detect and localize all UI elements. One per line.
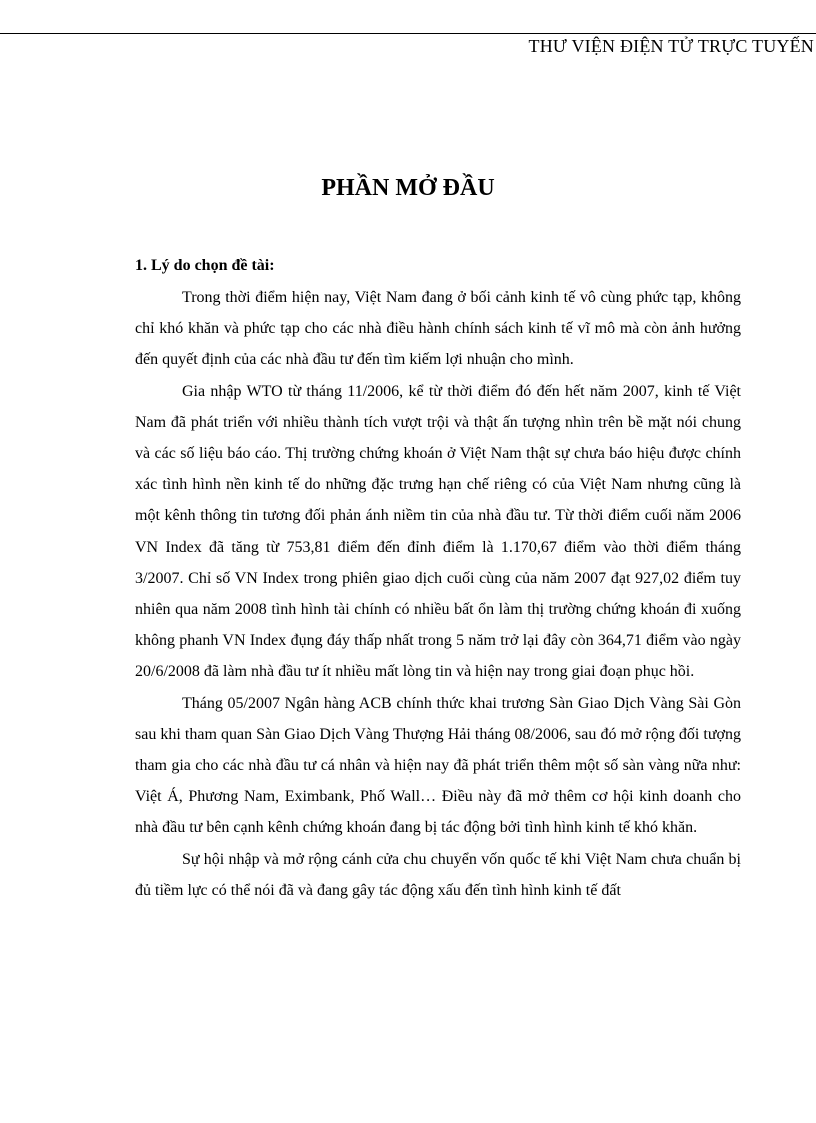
page-title: PHẦN MỞ ĐẦU [321,175,495,201]
paragraph-4: Sự hội nhập và mở rộng cánh cửa chu chuyển vốn quốc tế khi Việt Nam chưa chuẩn bị đủ tiềm lực có thể nói đã và đang gây tác động xấu đến tình hình kinh tế đất [135,850,741,899]
document-body [135,255,741,906]
paragraph-1: Trong thời điểm hiện nay, Việt Nam đang ở bối cảnh kinh tế vô cùng phức tạp, không chỉ khó khăn và phức tạp cho các nhà điều hành chính sách kinh tế vĩ mô mà còn ảnh hưởng đến quyết định của các nhà đầu tư đến tìm kiếm lợi nhuận cho mình. [135,289,741,369]
paragraph-3: Tháng 05/2007 Ngân hàng ACB chính thức khai trương Sàn Giao Dịch Vàng Sài Gòn sau khi tham quan Sàn Giao Dịch Vàng Thượng Hải tháng 08/2006, sau đó mở rộng đối tượng tham gia cho các nhà đầu tư cá nhân và hiện nay đã phát triển thêm một số sàn vàng nữa như: Việt Á, Phương Nam, Eximbank, Phố Wall… Điều này đã mở thêm cơ hội kinh doanh cho nhà đầu tư bên cạnh kênh chứng khoán đang bị tác động bởi tình hình kinh tế khó khăn. [135,694,741,837]
running-header: THƯ VIỆN ĐIỆN TỬ TRỰC TUYẾN [528,36,814,56]
paragraph-2: Gia nhập WTO từ tháng 11/2006, kể từ thời điểm đó đến hết năm 2007, kinh tế Việt Nam đã phát triển với nhiều thành tích vượt trội và thật ấn tượng nhìn trên bề mặt nói chung và các số liệu báo cáo. Thị trường chứng khoán ở Việt Nam thật sự chưa báo hiệu được chính xác tình hình nền kinh tế do những đặc trưng hạn chế riêng có của Việt Nam nhưng cũng là một kênh thông tin tương đối phản ánh niềm tin của nhà đầu tư. Từ thời điểm cuối năm 2006 VN Index đã tăng từ 753,81 điểm đến đỉnh điểm là 1.170,67 điểm vào thời điểm tháng 3/2007. Chỉ số VN Index trong phiên giao dịch cuối cùng của năm 2007 đạt 927,02 điểm tuy nhiên qua năm 2008 tình hình tài chính có nhiều bất ổn làm thị trường chứng khoán đi xuống không phanh VN Index đụng đáy thấp nhất trong 5 năm trở lại đây còn 364,71 điểm vào ngày 20/6/2008 đã làm nhà đầu tư ít nhiều mất lòng tin và hiện nay trong giai đoạn phục hồi. [135,382,741,681]
section-heading: 1. Lý do chọn đề tài: [135,257,275,274]
